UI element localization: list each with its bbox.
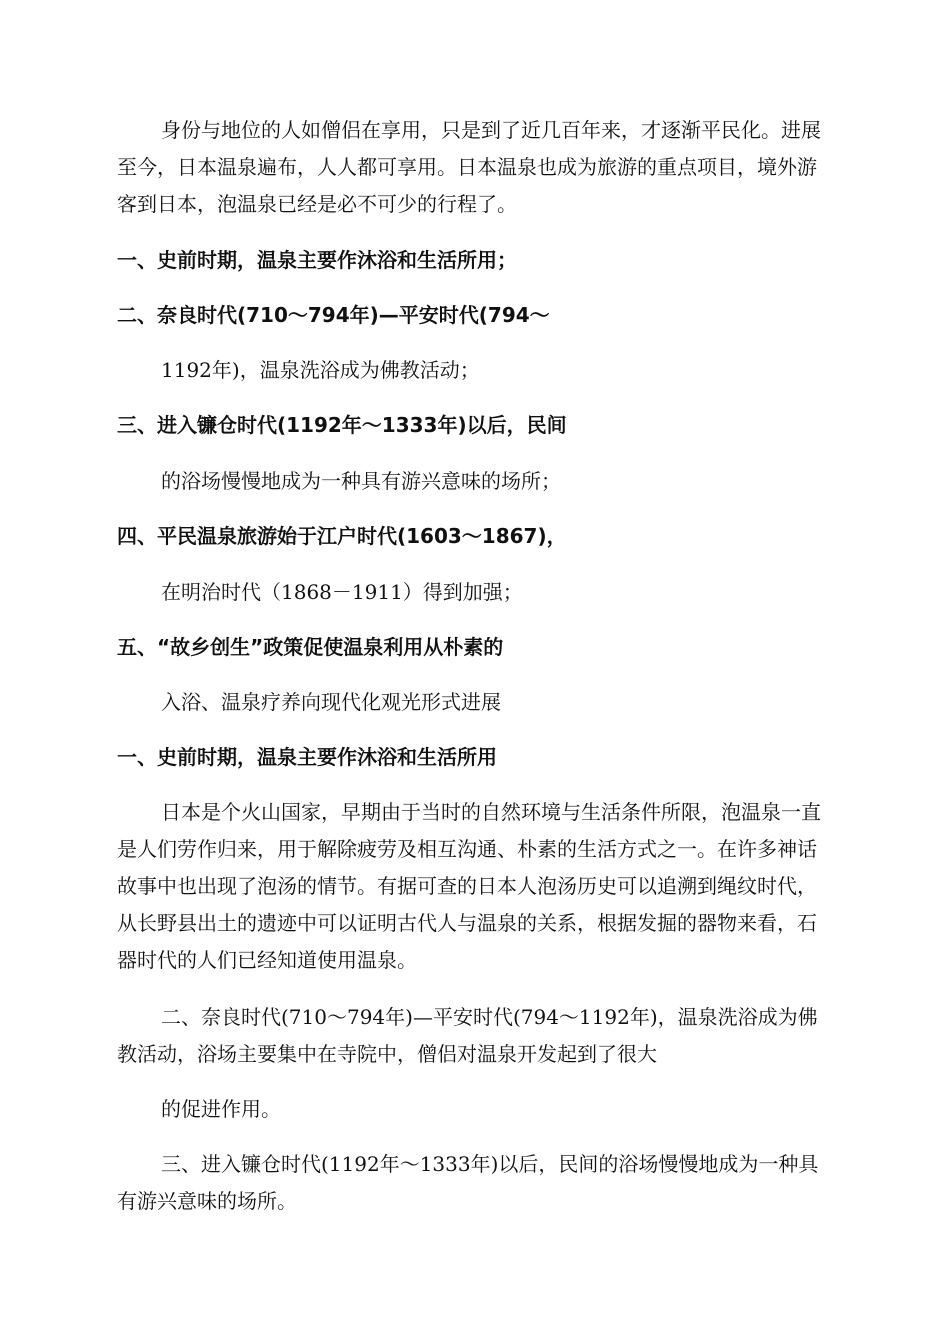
section3-body: 三、进入镰仓时代(1192年～1333年)以后，民间的浴场慢慢地成为一种具有游兴意味的场所。 [117,1152,819,1213]
outline-heading-4: 四、平民温泉旅游始于江户时代(1603～1867)， [117,524,567,548]
outline-cont-3: 的浴场慢慢地成为一种具有游兴意味的场所； [161,469,561,493]
section2-body: 二、奈良时代(710～794年)—平安时代(794～1192年)，温泉洗浴成为佛教活动，浴场主要集中在寺院中，僧侣对温泉开发起到了很大 [117,1005,818,1066]
outline-cont-2: 1192年)，温泉洗浴成为佛教活动； [161,358,480,382]
intro-paragraph: 身份与地位的人如僧侣在享用，只是到了近几百年来，才逐渐平民化。进展至今，日本温泉遍布，人人都可享用。日本温泉也成为旅游的重点项目，境外游客到日本，泡温泉已经是必不可少的行程了。 [117,118,821,216]
section1-heading: 一、史前时期，温泉主要作沐浴和生活所用 [117,745,497,769]
outline-heading-3: 三、进入镰仓时代(1192年～1333年)以后，民间 [117,413,567,437]
outline-heading-2: 二、奈良时代(710～794年)—平安时代(794～ [117,303,550,327]
outline-heading-5: 五、“故乡创生”政策促使温泉利用从朴素的 [117,635,504,659]
outline-cont-4: 在明治时代（1868－1911）得到加强； [161,580,523,604]
outline-heading-1: 一、史前时期，温泉主要作沐浴和生活所用； [117,248,517,272]
section1-body: 日本是个火山国家，早期由于当时的自然环境与生活条件所限，泡温泉一直是人们劳作归来，用于解除疲劳及相互沟通、朴素的生活方式之一。在许多神话故事中也出现了泡汤的情节。有据可查的日本人泡汤历史可以追溯到绳纹时代，从长野县出土的遗迹中可以证明古代人与温泉的关系，根据发掘的器物来看，石器时代的人们已经知道使用温泉。 [117,800,821,972]
section2-cont: 的促进作用。 [161,1097,281,1121]
outline-cont-5: 入浴、温泉疗养向现代化观光形式进展 [161,690,501,714]
